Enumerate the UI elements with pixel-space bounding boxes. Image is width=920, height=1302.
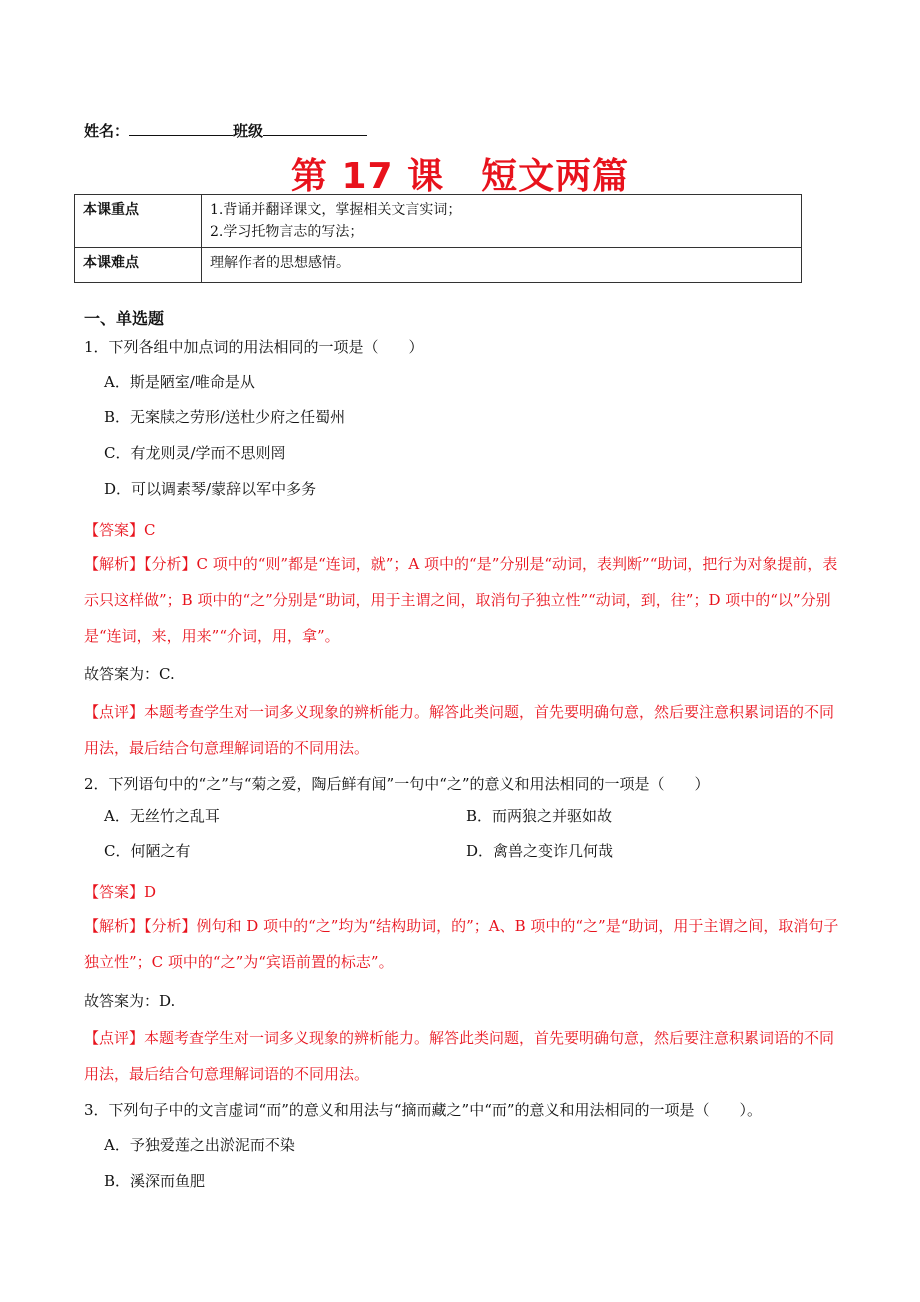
name-blank[interactable]: [129, 121, 233, 136]
question-3-option-b[interactable]: B．溪深而鱼肥: [104, 1172, 206, 1190]
question-2-comment: 【点评】本题考查学生对一词多义现象的辨析能力。解答此类问题，首先要明确句意，然后要注意积累词语的不同用法，最后结合句意理解词语的不同用法。: [84, 1029, 835, 1083]
question-3-stem: 3．下列句子中的文言虚词“而”的意义和用法与“摘而藏之”中“而”的意义和用法相同的一项是（ ）。: [84, 1101, 763, 1119]
page-title: 第 17 课 短文两篇: [290, 156, 630, 197]
key-points-content: [202, 195, 802, 248]
key-points-table: [74, 194, 802, 283]
difficulty-label: 本课难点: [75, 248, 202, 283]
key-points-label: 本课重点: [75, 195, 202, 248]
question-2-option-d[interactable]: D．禽兽之变诈几何哉: [466, 842, 614, 860]
question-1-stem: 1．下列各组中加点词的用法相同的一项是（ ）: [84, 338, 424, 356]
key-point-item: 2.学习托物言志的写法；: [210, 224, 364, 240]
question-2-analysis: 【解析】【分析】例句和 D 项中的“之”均为“结构助词，的”；A、B 项中的“之”是“助词，用于主谓之间，取消句子独立性”；C 项中的“之”为“宾语前置的标志”。: [84, 917, 839, 971]
question-1-option-b[interactable]: B．无案牍之劳形/送杜少府之任蜀州: [104, 408, 346, 426]
class-blank[interactable]: [263, 121, 367, 136]
question-1-analysis: 【解析】【分析】C 项中的“则”都是“连词，就”；A 项中的“是”分别是“动词，表判断”“助词，把行为对象提前，表示只这样做”；B 项中的“之”分别是“助词，用于主谓之间，取消句子独立性”“动词，到，往”；D 项中的“以”分别是“连词，来，用来”“介词，用，拿”。: [84, 555, 838, 645]
question-2-answer: 【答案】D: [84, 883, 157, 901]
class-label: 班级: [233, 122, 264, 140]
question-2-option-a[interactable]: A．无丝竹之乱耳: [104, 807, 220, 825]
section-heading: 一、单选题: [84, 309, 165, 328]
question-3-option-a[interactable]: A．予独爱莲之出淤泥而不染: [104, 1136, 295, 1154]
name-class-line: [84, 120, 367, 141]
key-point-item: 1.背诵并翻译课文，掌握相关文言实词；: [210, 202, 462, 218]
question-2-option-c[interactable]: C．何陋之有: [104, 842, 191, 860]
question-1-option-d[interactable]: D．可以调素琴/蒙辞以军中多务: [104, 480, 317, 498]
question-2-stem: 2．下列语句中的“之”与“菊之爱，陶后鲜有闻”一句中“之”的意义和用法相同的一项是（ ）: [84, 775, 710, 793]
question-1-option-c[interactable]: C．有龙则灵/学而不思则罔: [104, 444, 286, 462]
question-2-conclusion: 故答案为：D.: [84, 992, 176, 1010]
question-1-answer: 【答案】C: [84, 521, 156, 539]
question-1-conclusion: 故答案为：C.: [84, 665, 175, 683]
question-2-option-b[interactable]: B．而两狼之并驱如故: [466, 807, 613, 825]
question-1-comment: 【点评】本题考查学生对一词多义现象的辨析能力。解答此类问题，首先要明确句意，然后要注意积累词语的不同用法，最后结合句意理解词语的不同用法。: [84, 703, 835, 757]
difficulty-content: 理解作者的思想感情。: [202, 248, 802, 283]
name-label: 姓名：: [84, 122, 130, 140]
question-1-option-a[interactable]: A．斯是陋室/唯命是从: [104, 373, 255, 391]
